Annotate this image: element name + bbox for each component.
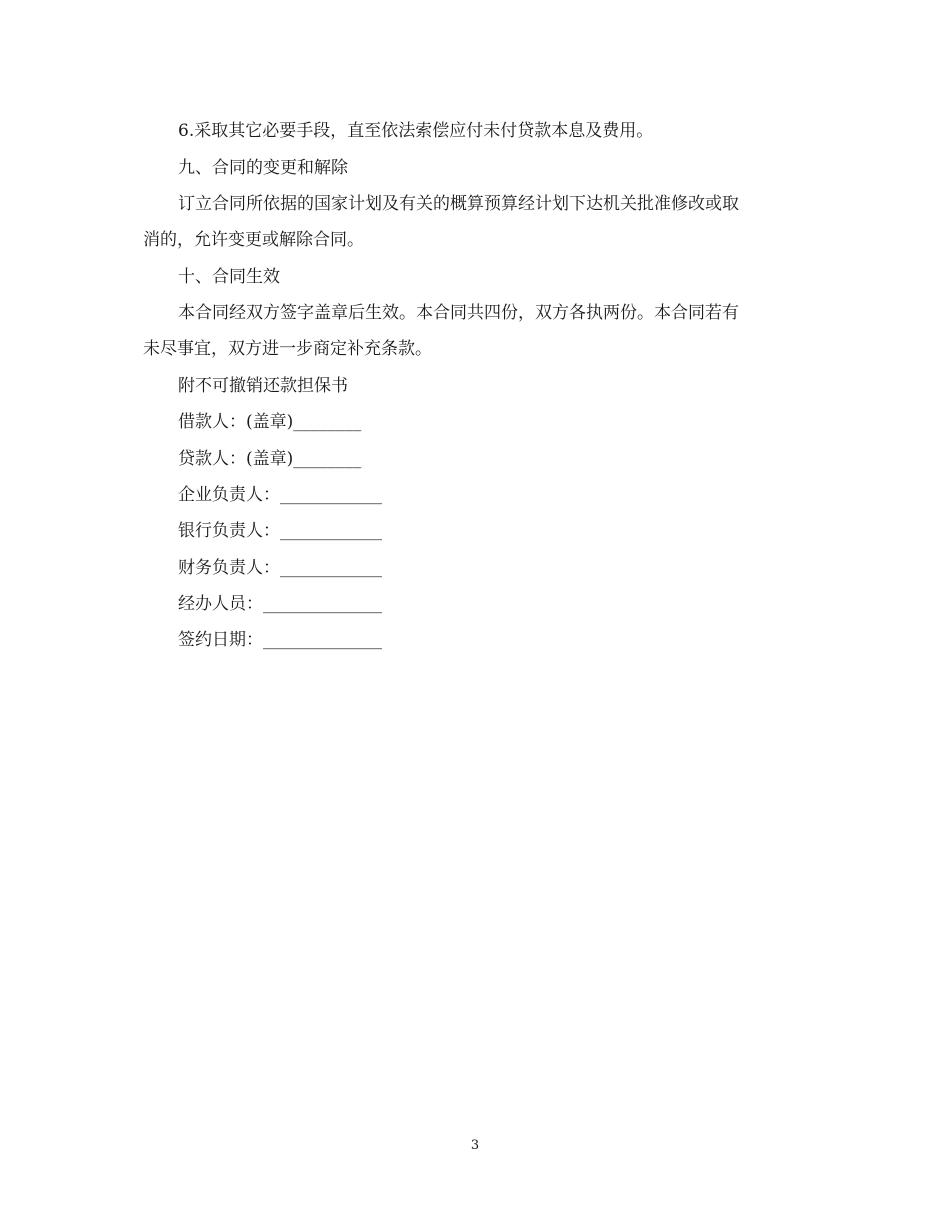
paragraph-remedy-6: 6.采取其它必要手段，直至依法索偿应付未付贷款本息及费用。 xyxy=(178,121,654,141)
section-heading-9: 九、合同的变更和解除 xyxy=(178,158,348,178)
page-number: 3 xyxy=(470,1138,480,1153)
paragraph-text-line: 本合同经双方签字盖章后生效。本合同共四份，双方各执两份。本合同若有 xyxy=(178,303,739,323)
section-heading-10: 十、合同生效 xyxy=(178,267,280,287)
paragraph-text-line: 消的，允许变更或解除合同。 xyxy=(143,230,364,250)
paragraph-text-line: 订立合同所依据的国家计划及有关的概算预算经计划下达机关批准修改或取 xyxy=(178,194,739,214)
signature-enterprise-head: 企业负责人：____________ xyxy=(178,485,382,505)
signature-borrower: 借款人：(盖章)________ xyxy=(178,412,362,432)
signature-lender: 贷款人：(盖章)________ xyxy=(178,449,362,469)
paragraph-text-line: 未尽事宜，双方进一步商定补充条款。 xyxy=(143,339,432,359)
signature-finance-head: 财务负责人：____________ xyxy=(178,558,382,578)
signature-handler: 经办人员：______________ xyxy=(178,594,382,614)
signature-date: 签约日期：______________ xyxy=(178,630,382,650)
signature-bank-head: 银行负责人：____________ xyxy=(178,521,382,541)
attachment-title: 附不可撤销还款担保书 xyxy=(178,376,348,396)
